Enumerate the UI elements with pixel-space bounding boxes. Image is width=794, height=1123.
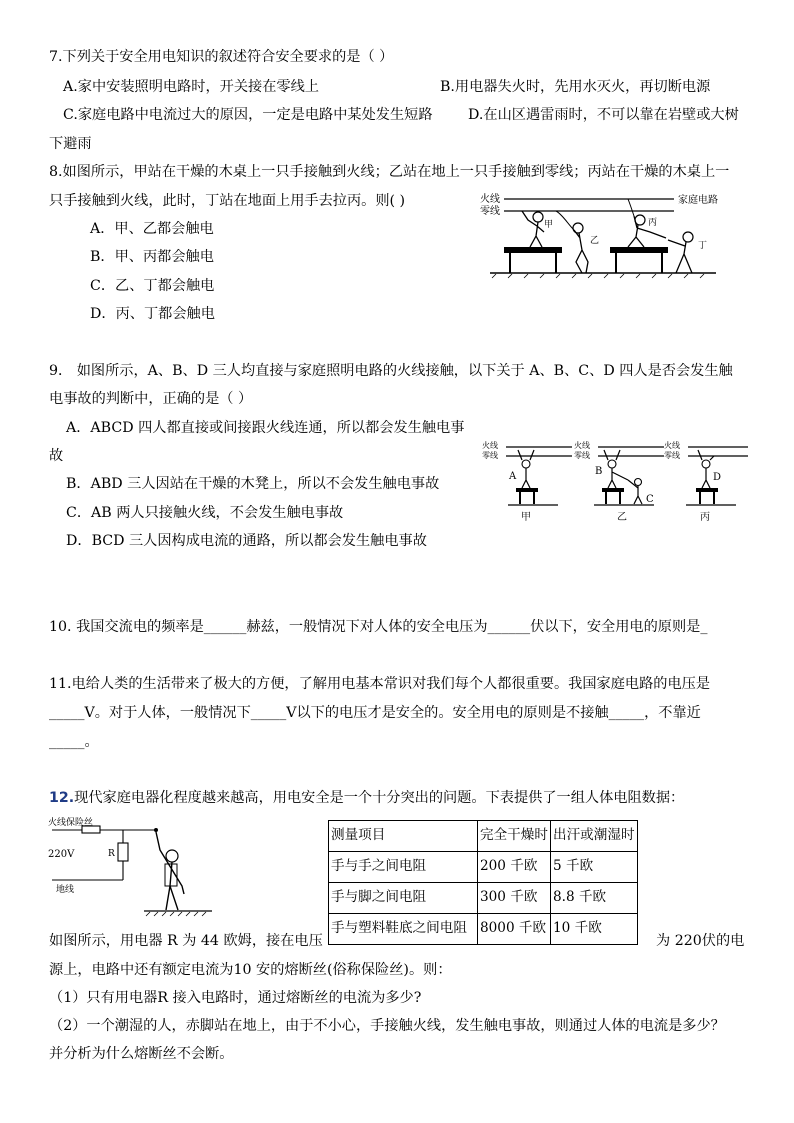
q12-fig-ground: 地线 — [56, 885, 75, 895]
q7-option-c: C.家庭电路中电流过大的原因，一定是电路中某处发生短路 — [63, 107, 433, 123]
q8-fig-person2: 乙 — [590, 236, 600, 246]
q12-sub2: （2）一个潮湿的人，赤脚站在地上，由于不小心，手接触火线，发生触电事故，则通过人体的电流是多少？ — [49, 1018, 725, 1034]
q8-fig-person3: 丙 — [648, 218, 658, 228]
table-cell: 8000 千欧 — [478, 914, 551, 945]
q9-option-a: A．ABCD 四人都直接或间接跟火线连通，所以都会发生触电事 — [66, 420, 465, 436]
table-header: 完全干燥时 — [478, 821, 551, 852]
q8-fig-live-label: 火线 — [480, 194, 500, 205]
table-cell: 8.8 千欧 — [551, 883, 638, 914]
q8-stem-line1: 8.如图所示，甲站在干燥的木桌上一只手接触到火线；乙站在地上一只手接触到零线；丙站在干燥的木桌上一 — [49, 164, 730, 180]
q9-fig-caption-3: 丙 — [700, 512, 710, 523]
q8-fig-circuit-label: 家庭电路 — [678, 195, 718, 206]
q9-fig-label-b: B — [595, 466, 603, 477]
table-cell: 200 千欧 — [478, 852, 551, 883]
q9-stem-line1: 9． 如图所示，A、B、D 三人均直接与家庭照明电路的火线接触，以下关于 A、B、C、D 四人是否会发生触 — [49, 363, 733, 379]
q9-fig-neutral-1: 零线 — [482, 451, 498, 460]
table-row — [329, 914, 638, 945]
table-cell: 手与塑料鞋底之间电阻 — [329, 914, 478, 945]
q9-option-b: B．ABD 三人因站在干燥的木凳上，所以不会发生触电事故 — [66, 476, 440, 492]
q12-fig-resistor: R — [108, 849, 115, 859]
table-row — [329, 852, 638, 883]
table-header-row — [329, 821, 638, 852]
table-cell: 10 千欧 — [551, 914, 638, 945]
q9-figure — [478, 438, 758, 524]
q7-option-d-cont: 下避雨 — [49, 136, 92, 152]
q11-line1: 11.电给人类的生活带来了极大的方便，了解用电基本常识对我们每个人都很重要。我国家庭电路的电压是 — [49, 676, 711, 692]
q9-fig-neutral-2: 零线 — [574, 451, 590, 460]
q12-sub1: （1）只有用电器R 接入电路时，通过熔断丝的电流为多少? — [49, 990, 422, 1006]
q12-body-left: 如图所示，用电器 R 为 44 欧姆，接在电压 — [49, 933, 323, 949]
q12-fig-live-fuse: 火线保险丝 — [48, 818, 94, 828]
q12-body-line2: 源上，电路中还有额定电流为10 安的熔断丝(俗称保险丝)。则： — [49, 962, 452, 978]
q9-fig-label-c: C — [646, 494, 654, 505]
q8-option-b: B．甲、丙都会触电 — [90, 249, 214, 265]
q12-stem-line — [49, 791, 684, 805]
q9-fig-label-d: D — [713, 472, 722, 483]
q8-fig-neutral-label: 零线 — [480, 206, 500, 217]
q9-fig-label-a: A — [509, 471, 517, 482]
q9-fig-caption-2: 乙 — [617, 512, 627, 523]
q7-option-d: D.在山区遇雷雨时，不可以靠在岩壁或大树 — [468, 107, 739, 123]
q12-number: 12. — [49, 790, 75, 806]
q9-stem-line2: 电事故的判断中，正确的是（ ） — [49, 391, 253, 407]
table-cell: 手与手之间电阻 — [329, 852, 478, 883]
q9-fig-live-3: 火线 — [664, 441, 680, 450]
q9-fig-live-1: 火线 — [482, 441, 498, 450]
q10-text: 10. 我国交流电的频率是______赫兹，一般情况下对人体的安全电压为______伏以下，安全用电的原则是_ — [49, 619, 708, 635]
table-cell: 5 千欧 — [551, 852, 638, 883]
q9-fig-live-2: 火线 — [574, 441, 590, 450]
q11-line2: _____V。对于人体，一般情况下_____V以下的电压才是安全的。安全用电的原则是不接触_____，不靠近 — [49, 705, 701, 721]
q8-option-c: C．乙、丁都会触电 — [90, 278, 215, 294]
q12-circuit-figure — [48, 814, 248, 922]
body-resistance-table — [328, 820, 638, 945]
q12-sub2-cont: 并分析为什么熔断丝不会断。 — [49, 1046, 234, 1062]
q12-fig-voltage: 220V — [48, 849, 75, 860]
q9-fig-caption-1: 甲 — [521, 512, 531, 523]
q8-stem-line2: 只手接触到火线，此时，丁站在地面上用手去拉丙。则( ) — [49, 193, 406, 209]
q7-option-b: B.用电器失火时，先用水灭火，再切断电源 — [440, 79, 711, 95]
table-cell: 手与脚之间电阻 — [329, 883, 478, 914]
table-header: 出汗或潮湿时 — [551, 821, 638, 852]
q9-option-d: D．BCD 三人因构成电流的通路，所以都会发生触电事故 — [66, 533, 427, 549]
q9-fig-neutral-3: 零线 — [664, 451, 680, 460]
q8-option-d: D．丙、丁都会触电 — [90, 306, 215, 322]
table-row — [329, 883, 638, 914]
q7-option-a: A.家中安装照明电路时，开关接在零线上 — [63, 79, 319, 95]
q8-fig-person1: 甲 — [544, 220, 554, 230]
table-header: 测量项目 — [329, 821, 478, 852]
q9-option-c: C．AB 两人只接触火线，不会发生触电事故 — [66, 505, 344, 521]
table-cell: 300 千欧 — [478, 883, 551, 914]
q7-stem: 7.下列关于安全用电知识的叙述符合安全要求的是（ ） — [49, 49, 394, 65]
q8-fig-person4: 丁 — [698, 241, 708, 251]
resistor-symbol — [118, 843, 128, 861]
q12-stem: 现代家庭电器化程度越来越高，用电安全是一个十分突出的问题。下表提供了一组人体电阻数据： — [74, 790, 685, 806]
q12-body-right: 为 220伏的电 — [656, 933, 745, 949]
q11-line3: _____。 — [49, 734, 99, 750]
q9-option-a-cont: 故 — [49, 448, 64, 464]
q8-figure — [478, 190, 738, 282]
q8-option-a: A．甲、乙都会触电 — [90, 221, 214, 237]
